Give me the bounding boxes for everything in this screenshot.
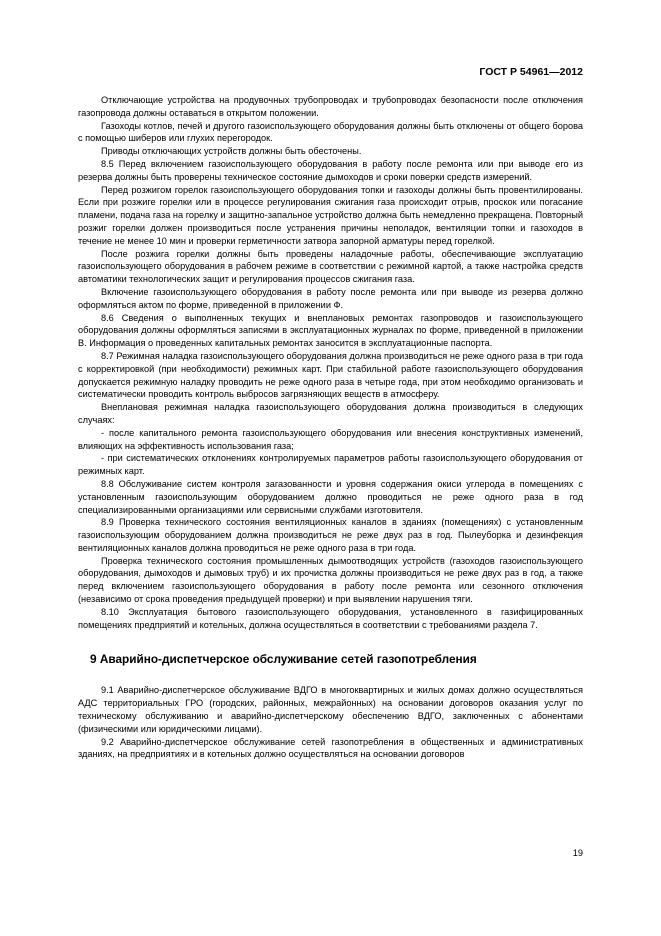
- paragraph: Приводы отключающих устройств должны быть обесточены.: [101, 146, 362, 157]
- paragraph: Проверка технического состояния промышленных дымоотводящих устройств (газоходов газоиспользующего оборудования, дымоходов и дымовых труб) и их прочистка должны производиться не реже двух раз в год, а также перед включением газоиспользующего оборудования в работу после ремонта или сезонного отключения (независимо от срока проведения предыдущей проверки) и при выявлении нарушения тяги.: [78, 555, 583, 605]
- clause-8-8: 8.8 Обслуживание систем контроля загазованности и уровня содержания окиси углерода в помещениях с установленным газоиспользующим оборудованием должно проводиться не реже одного раза в год специализированными организациями или сервисными службами изготовителя.: [78, 478, 583, 515]
- paragraph: После розжига горелки должны быть проведены наладочные работы, обеспечивающие эксплуатацию газоиспользующего оборудования в рабочем режиме в соответствии с режимной картой, а также настройка средств автоматики технологических защит и регулирования процессов сжигания газа.: [78, 248, 583, 285]
- list-item: - при систематических отклонениях контролируемых параметров работы газоиспользующего оборудования от режимных карт.: [78, 453, 583, 477]
- paragraph: Внеплановая режимная наладка газоиспользующего оборудования должна производиться в следующих случаях:: [78, 402, 583, 425]
- paragraph: Газоходы котлов, печей и другого газоиспользующего оборудования должны быть отключены от общего борова с помощью шиберов или глухих перегородок.: [78, 120, 583, 144]
- clause-9-2: 9.2 Аварийно-диспетчерское обслуживание сетей газопотребления в общественных и административных зданиях, на предприятиях и в котельных должно осуществляться на основании договоров: [78, 736, 583, 760]
- paragraph: Перед розжигом горелок газоиспользующего оборудования топки и газоходы должны быть провентилированы. Если при розжиге горелки или в процессе регулирования сжигания газа происходит отрыв, проскок или погасание пламени, подача газа на горелку и защитно-запальное устройство должна быть немедленно прекращена. Повторный розжиг горелки должен производиться после устранения причины неполадок, вентиляции топки и газоходов в течение не менее 10 мин и проверки герметичности затвора запорной арматуры перед горелкой.: [78, 184, 583, 246]
- section-heading: 9 Аварийно-диспетчерское обслуживание сетей газопотребления: [90, 652, 477, 667]
- clause-8-7: 8.7 Режимная наладка газоиспользующего оборудования должна производиться не реже одного раза в три года с корректировкой (при необходимости) режимных карт. При стабильной работе газоиспользующего оборудования допускается режимную наладку проводить не реже одного раза в четыре года, при этом необходимо организовать и систематически проводить контроль выбросов загрязняющих веществ в атмосферу.: [78, 350, 583, 400]
- standard-designation: ГОСТ Р 54961—2012: [479, 66, 583, 78]
- clause-8-9: 8.9 Проверка технического состояния вентиляционных каналов в зданиях (помещениях) с установленным газоиспользующим оборудованием должна производиться не реже двух раз в год. Пылеуборка и дезинфекция вентиляционных каналов должна проводиться не реже одного раза в три года.: [78, 517, 583, 553]
- page-body: [78, 94, 583, 761]
- paragraph: Отключающие устройства на продувочных трубопроводах и трубопроводах безопасности после отключения газопровода должны оставаться в открытом положении.: [78, 95, 583, 118]
- clause-9-1: 9.1 Аварийно-диспетчерское обслуживание ВДГО в многоквартирных и жилых домах должно осуществляться АДС территориальных ГРО (городских, районных, межрайонных) на основании договоров оказания услуг по техническому обслуживанию и аварийно-диспетчерскому обеспечению ВДГО, заключенных с абонентами (физическими или юридическими лицами).: [78, 685, 583, 734]
- list-item: - после капитального ремонта газоиспользующего оборудования или внесения конструктивных изменений, влияющих на эффективность использования газа;: [78, 427, 583, 451]
- page-number: 19: [572, 848, 583, 858]
- clause-8-6: 8.6 Сведения о выполненных текущих и внеплановых ремонтах газопроводов и газоиспользующего оборудования должны оформляться записями в эксплуатационных журналах по форме, приведенной в приложении В. Информация о проведенных капитальных ремонтах заносится в эксплуатационные паспорта.: [78, 312, 583, 349]
- paragraph: Включение газоиспользующего оборудования в работу после ремонта или при выводе из резерва должно оформляться актом по форме, приведенной в приложении Ф.: [78, 286, 583, 310]
- clause-8-10: 8.10 Эксплуатация бытового газоиспользующего оборудования, установленного в газифицированных помещениях предприятий и котельных, должна осуществляться в соответствии с требованиями раздела 7.: [78, 606, 583, 630]
- clause-8-5: 8.5 Перед включением газоиспользующего оборудования в работу после ремонта или при выводе его из резерва должны быть проверены техническое состояние дымоходов и сроки поверки средств измерений.: [78, 158, 583, 182]
